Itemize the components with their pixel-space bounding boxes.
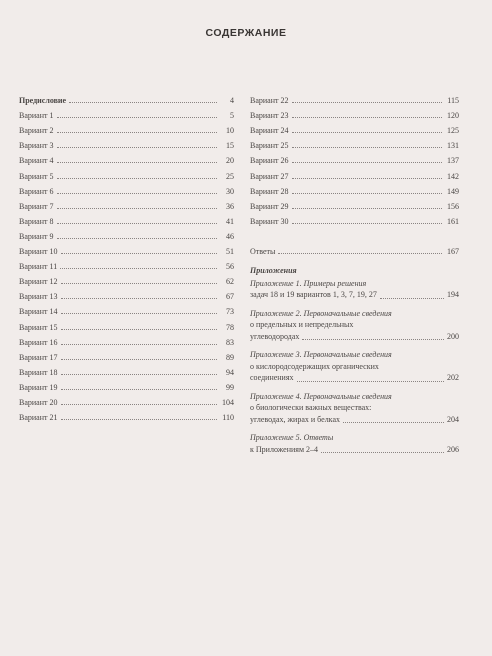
toc-entry[interactable]	[19, 241, 234, 256]
toc-entry[interactable]	[250, 181, 459, 196]
toc-entry-label: Вариант 30	[250, 216, 289, 226]
appendix-heading: Приложения	[250, 265, 297, 275]
leader-dots	[292, 132, 443, 133]
leader-dots	[292, 193, 443, 194]
toc-entry-label: Вариант 16	[19, 337, 58, 347]
appendix-last-line	[250, 289, 459, 301]
leader-dots	[297, 381, 444, 382]
leader-dots	[292, 147, 443, 148]
toc-entry[interactable]	[19, 150, 234, 165]
toc-entry-label: Вариант 4	[19, 156, 54, 166]
leader-dots	[61, 329, 218, 330]
toc-entry[interactable]	[250, 120, 459, 135]
appendix-entry[interactable]	[250, 349, 459, 384]
toc-entry-label: Вариант 25	[250, 141, 289, 151]
toc-entry-label: Вариант 28	[250, 186, 289, 196]
appendix-line: о биологически важных веществах:	[250, 403, 372, 413]
toc-entry-label: Вариант 8	[19, 216, 54, 226]
appendix-page: 194	[447, 290, 459, 300]
toc-entry[interactable]	[19, 211, 234, 226]
toc-entry-label: Вариант 23	[250, 111, 289, 121]
toc-entry[interactable]	[19, 332, 234, 347]
appendix-last-line	[250, 331, 459, 343]
toc-entry-page: 131	[447, 141, 459, 151]
leader-dots	[292, 102, 443, 103]
toc-entry[interactable]	[19, 362, 234, 377]
toc-entry-page: 5	[230, 111, 234, 121]
toc-entry[interactable]	[250, 165, 459, 180]
leader-dots	[57, 132, 218, 133]
appendix-last-line	[250, 414, 459, 426]
toc-entry-page: 99	[226, 382, 234, 392]
leader-dots	[61, 298, 218, 299]
toc-entry[interactable]	[19, 196, 234, 211]
toc-entry[interactable]	[19, 377, 234, 392]
toc-entry-page: 83	[226, 337, 234, 347]
toc-entry-page: 161	[447, 216, 459, 226]
toc-entry[interactable]	[250, 150, 459, 165]
toc-entry-page: 41	[226, 216, 234, 226]
leader-dots	[61, 313, 218, 314]
toc-entry-page: 62	[226, 277, 234, 287]
toc-entry-page: 94	[226, 367, 234, 377]
toc-entry[interactable]	[19, 392, 234, 407]
toc-entry-page: 104	[222, 397, 234, 407]
appendix-last-line	[250, 372, 459, 384]
toc-entry-label: Вариант 21	[19, 413, 58, 423]
leader-dots	[321, 452, 444, 453]
leader-dots	[57, 208, 218, 209]
appendix-line: Приложение 3. Первоначальные сведения	[250, 350, 392, 360]
toc-entry-answers[interactable]	[250, 241, 459, 256]
toc-entry[interactable]	[19, 286, 234, 301]
toc-entry-label: Вариант 15	[19, 322, 58, 332]
toc-entry[interactable]	[19, 90, 234, 105]
toc-entry-page: 120	[447, 111, 459, 121]
toc-entry[interactable]	[250, 196, 459, 211]
toc-entry-page: 20	[226, 156, 234, 166]
toc-entry[interactable]	[19, 105, 234, 120]
leader-dots	[380, 298, 444, 299]
toc-left-column	[19, 90, 234, 422]
toc-entry-label: Вариант 17	[19, 352, 58, 362]
toc-entry-page: 25	[226, 171, 234, 181]
toc-entry[interactable]	[19, 120, 234, 135]
appendix-line: задач 18 и 19 вариантов 1, 3, 7, 19, 27	[250, 290, 377, 300]
leader-dots	[292, 208, 443, 209]
toc-entry[interactable]	[250, 90, 459, 105]
leader-dots	[57, 147, 218, 148]
appendix-line: Приложение 4. Первоначальные сведения	[250, 391, 392, 401]
leader-dots	[343, 422, 444, 423]
toc-entry-label: Ответы	[250, 246, 276, 256]
appendix-line: соединениях	[250, 373, 294, 383]
leader-dots	[61, 344, 218, 345]
appendix-line: Приложение 1. Примеры решения	[250, 278, 367, 288]
toc-entry-page: 137	[447, 156, 459, 166]
toc-entry-page: 89	[226, 352, 234, 362]
toc-entry-label: Вариант 6	[19, 186, 54, 196]
toc-entry-page: 156	[447, 201, 459, 211]
toc-entry-label: Вариант 22	[250, 96, 289, 106]
toc-entry-page: 36	[226, 201, 234, 211]
leader-dots	[292, 178, 443, 179]
appendix-page: 204	[447, 414, 459, 424]
leader-dots	[57, 117, 218, 118]
appendix-page: 202	[447, 373, 459, 383]
toc-entry-label: Вариант 24	[250, 126, 289, 136]
toc-entry[interactable]	[19, 301, 234, 316]
appendix-entry[interactable]	[250, 308, 459, 343]
leader-dots	[61, 404, 218, 405]
toc-entry-page: 149	[447, 186, 459, 196]
toc-entry-page: 115	[447, 96, 459, 106]
leader-dots	[57, 162, 218, 163]
toc-entry-label: Вариант 27	[250, 171, 289, 181]
toc-right-column	[250, 90, 459, 462]
leader-dots	[278, 253, 442, 254]
toc-entry[interactable]	[19, 256, 234, 271]
toc-entry[interactable]	[19, 165, 234, 180]
toc-entry-page: 167	[447, 246, 459, 256]
appendix-line: к Приложениям 2–4	[250, 444, 319, 454]
appendix-line: углеводах, жирах и белках	[250, 414, 340, 424]
toc-entry[interactable]	[19, 347, 234, 362]
appendix-line: Приложение 5. Ответы	[250, 433, 334, 443]
toc-entry-label: Вариант 13	[19, 292, 58, 302]
leader-dots	[61, 283, 218, 284]
toc-entry-label: Вариант 3	[19, 141, 54, 151]
toc-entry-label: Вариант 14	[19, 307, 58, 317]
toc-entry[interactable]	[250, 135, 459, 150]
toc-entry-page: 4	[230, 96, 234, 106]
leader-dots	[61, 374, 218, 375]
toc-entry-label: Вариант 19	[19, 382, 58, 392]
toc-entry-page: 30	[226, 186, 234, 196]
toc-entry-label: Вариант 26	[250, 156, 289, 166]
leader-dots	[69, 102, 217, 103]
appendix-page: 206	[447, 444, 459, 454]
leader-dots	[57, 238, 218, 239]
appendix-line: о кислородсодержащих органических	[250, 361, 379, 371]
leader-dots	[61, 359, 218, 360]
toc-entry-page: 15	[226, 141, 234, 151]
toc-entry-page: 46	[226, 231, 234, 241]
toc-entry-page: 10	[226, 126, 234, 136]
appendix-entry[interactable]	[250, 278, 459, 301]
toc-entry[interactable]	[250, 105, 459, 120]
toc-entry-label: Вариант 18	[19, 367, 58, 377]
appendix-page: 200	[447, 331, 459, 341]
leader-dots	[292, 162, 443, 163]
leader-dots	[57, 223, 218, 224]
leader-dots	[292, 223, 443, 224]
toc-entry[interactable]	[19, 407, 234, 422]
leader-dots	[57, 193, 218, 194]
toc-entry-page: 73	[226, 307, 234, 317]
toc-entry-label: Вариант 2	[19, 126, 54, 136]
toc-entry-label: Вариант 7	[19, 201, 54, 211]
toc-entry-page: 67	[226, 292, 234, 302]
appendix-entry[interactable]	[250, 432, 459, 455]
toc-entry-label: Вариант 12	[19, 277, 58, 287]
toc-entry-page: 125	[447, 126, 459, 136]
toc-entry-label: Вариант 1	[19, 111, 54, 121]
appendix-line: о предельных и непредельных	[250, 320, 354, 330]
toc-entry-page: 78	[226, 322, 234, 332]
toc-entry-label: Вариант 11	[19, 262, 58, 272]
appendix-entry[interactable]	[250, 391, 459, 426]
toc-entry-label: Вариант 29	[250, 201, 289, 211]
toc-entry-label: Вариант 10	[19, 247, 58, 257]
toc-entry-label: Вариант 9	[19, 231, 54, 241]
page-title: СОДЕРЖАНИЕ	[205, 27, 287, 39]
leader-dots	[61, 389, 218, 390]
leader-dots	[302, 339, 444, 340]
toc-entry[interactable]	[19, 181, 234, 196]
leader-dots	[60, 268, 217, 269]
appendix-last-line	[250, 444, 459, 456]
toc-entry[interactable]	[19, 271, 234, 286]
toc-entry[interactable]	[19, 226, 234, 241]
toc-entry-page: 51	[226, 247, 234, 257]
toc-entry-page: 110	[222, 413, 234, 423]
leader-dots	[61, 419, 218, 420]
toc-entry[interactable]	[19, 135, 234, 150]
toc-entry-page: 56	[226, 262, 234, 272]
leader-dots	[61, 253, 218, 254]
toc-entry-label: Предисловие	[19, 96, 67, 106]
toc-entry[interactable]	[19, 316, 234, 331]
toc-entry[interactable]	[250, 211, 459, 226]
toc-entry-label: Вариант 20	[19, 397, 58, 407]
appendix-line: углеводородах	[250, 331, 300, 341]
leader-dots	[57, 178, 218, 179]
appendix-line: Приложение 2. Первоначальные сведения	[250, 308, 392, 318]
toc-entry-label: Вариант 5	[19, 171, 54, 181]
leader-dots	[292, 117, 443, 118]
toc-entry-page: 142	[447, 171, 459, 181]
